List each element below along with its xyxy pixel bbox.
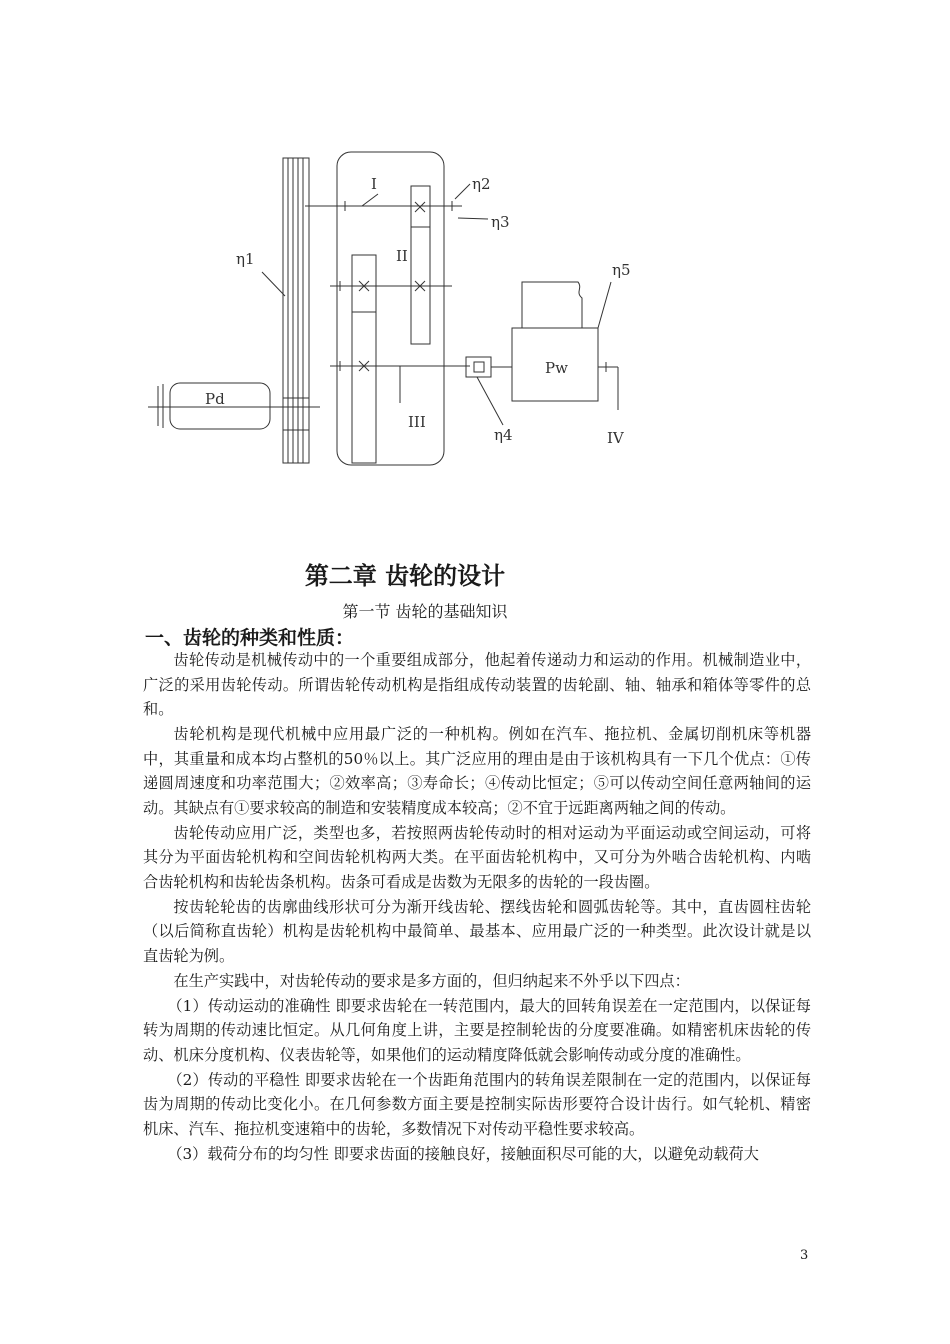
label-shaft-1: I	[371, 175, 377, 193]
label-eta3: η3	[491, 213, 510, 231]
section-title: 第一节 齿轮的基础知识	[342, 602, 508, 621]
label-eta4: η4	[494, 426, 513, 444]
label-motor: Pd	[205, 390, 225, 408]
page-number: 3	[800, 1248, 809, 1263]
paragraph: 齿轮传动是机械传动中的一个重要组成部分，他起着传递动力和运动的作用。机械制造业中，广泛的采用齿轮传动。所谓齿轮传动机构是指组成传动装置的齿轮副、轴、轴承和箱体等零件的总和。	[143, 651, 811, 718]
paragraph: （1）传动运动的准确性 即要求齿轮在一转范围内，最大的回转角误差在一定范围内，以保证每转为周期的传动速比恒定。从几何角度上讲，主要是控制轮齿的分度要准确。如精密机床齿轮的传动、机床分度机构、仪表齿轮等，如果他们的运动精度降低就会影响传动或分度的准确性。	[143, 996, 811, 1064]
transmission-diagram	[0, 0, 950, 520]
label-shaft-2: II	[396, 247, 408, 265]
gearbox-housing	[337, 152, 444, 465]
paragraph: （3）载荷分布的均匀性 即要求齿面的接触良好，接触面积尽可能的大，以避免动载荷大	[167, 1144, 759, 1163]
chapter-title: 第二章 齿轮的设计	[304, 562, 506, 590]
paragraph: 齿轮传动应用广泛，类型也多，若按照两齿轮传动时的相对运动为平面运动或空间运动，可将其分为平面齿轮机构和空间齿轮机构两大类。在平面齿轮机构中，又可分为外啮合齿轮机构、内啮合齿轮机构和齿轮齿条机构。齿条可看成是齿数为无限多的齿轮的一段齿圈。	[143, 823, 811, 891]
label-shaft-4: IV	[607, 429, 624, 447]
label-shaft-3: III	[408, 413, 426, 431]
belt-drive	[283, 158, 309, 463]
coupling	[466, 357, 491, 377]
paragraph: 按齿轮轮齿的齿廓曲线形状可分为渐开线齿轮、摆线齿轮和圆弧齿轮等。其中，直齿圆柱齿轮（以后简称直齿轮）机构是齿轮机构中最简单、最基本、应用最广泛的一种类型。此次设计就是以直齿轮为例。	[143, 897, 811, 965]
paragraph: 在生产实践中，对齿轮传动的要求是多方面的，但归纳起来不外乎以下四点：	[173, 971, 690, 990]
label-eta1: η1	[236, 250, 255, 268]
body-text	[143, 648, 811, 1167]
paragraph: 齿轮机构是现代机械中应用最广泛的一种机构。例如在汽车、拖拉机、金属切削机床等机器中，其重量和成本均占整机的50％以上。其广泛应用的理由是由于该机构具有一下几个优点：①传递圆周速度和功率范围大；②效率高；③寿命长；④传动比恒定；⑤可以传动空间任意两轴间的运动。其缺点有①要求较高的制造和安装精度成本较高；②不宜于远距离两轴之间的传动。	[143, 725, 811, 817]
label-eta5: η5	[612, 261, 631, 279]
heading: 一、齿轮的种类和性质：	[145, 627, 355, 649]
paragraph: （2）传动的平稳性 即要求齿轮在一个齿距角范围内的转角误差限制在一定的范围内，以保证每齿为周期的传动比变化小。在几何参数方面主要是控制实际齿形要符合设计齿行。如气轮机、精密机床、汽车、拖拉机变速箱中的齿轮，多数情况下对传动平稳性要求较高。	[143, 1070, 811, 1138]
label-machine: Pw	[545, 359, 568, 377]
gear-1	[411, 186, 430, 344]
lower-pulley	[283, 398, 309, 430]
label-eta2: η2	[472, 175, 491, 193]
